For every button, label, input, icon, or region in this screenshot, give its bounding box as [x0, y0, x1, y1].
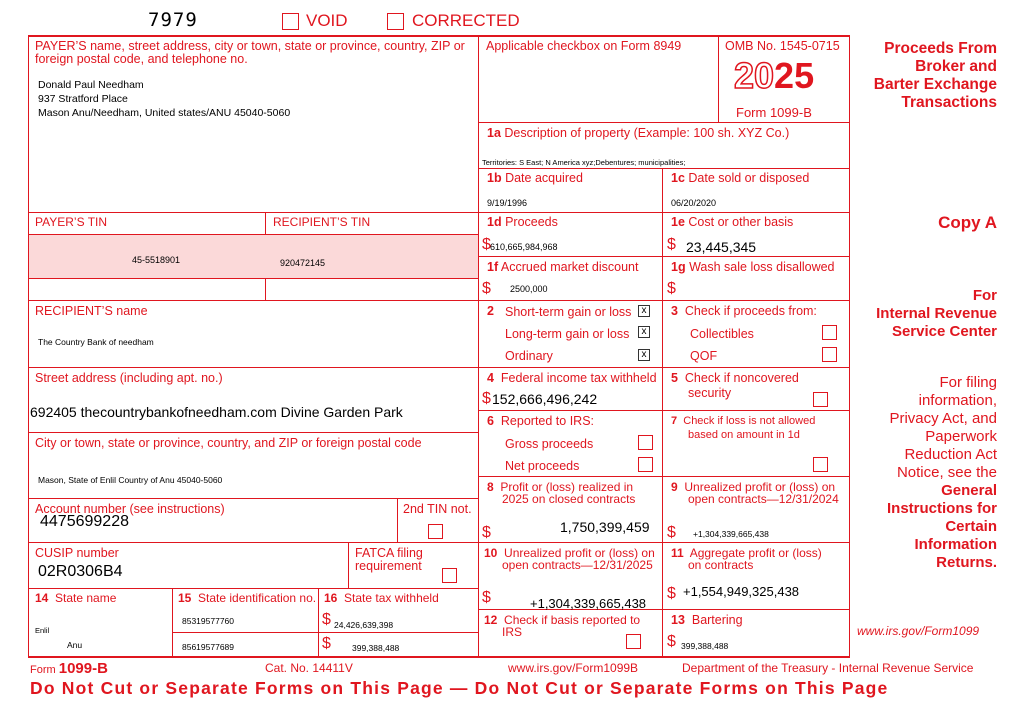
box-15-number: 15 [178, 591, 192, 605]
box-7-label [671, 415, 815, 428]
grid-line [28, 367, 850, 368]
box-10-text: Unrealized profit or (loss) on [504, 546, 655, 560]
box-8-label-2: 2025 on closed contracts [502, 492, 636, 506]
box-14-text: State name [55, 591, 117, 605]
box-9-dollar: $ [667, 524, 676, 541]
grid-line [478, 168, 850, 169]
recipient-name-label: RECIPIENT’S name [35, 304, 148, 318]
box-8-dollar: $ [482, 524, 491, 541]
box-1d-label [487, 216, 558, 229]
tin-highlight [29, 235, 478, 278]
recipient-tin-value[interactable]: 920472145 [280, 258, 326, 268]
box-13-number: 13 [671, 613, 685, 627]
payer-street: 937 Stratford Place [38, 93, 128, 105]
box-1b-text: Date acquired [505, 171, 583, 185]
box-11-text: Aggregate profit or (loss) [689, 546, 822, 560]
box-4-label [487, 372, 657, 385]
box-1d-dollar: $ [482, 236, 491, 253]
box-1a-text: Description of property (Example: 100 sh. XYZ Co.) [504, 126, 790, 140]
box-16-dollar-2: $ [322, 635, 331, 652]
grid-line [28, 542, 478, 543]
recipient-city-label: City or town, state or province, country, and ZIP or foreign postal code [35, 436, 422, 450]
box-7-label-2: based on amount in 1d [688, 429, 800, 441]
box-1a-label [487, 127, 789, 140]
side-filing-line: For filing [939, 374, 997, 391]
box-3-qof-label: QOF [690, 349, 718, 363]
grid-line [28, 278, 478, 279]
side-filing-line: Reduction Act [904, 446, 997, 463]
box-1c-value: 06/20/2020 [671, 198, 717, 208]
recipient-city-value[interactable]: Mason, State of Enlil Country of Anu 45040-5060 [38, 475, 223, 485]
recipient-name-value[interactable]: The Country Bank of needham [38, 337, 154, 347]
omb-number: OMB No. 1545-0715 [725, 39, 840, 53]
box-1e-label [671, 216, 793, 229]
account-value[interactable]: 4475699228 [40, 513, 129, 530]
footer-url[interactable]: www.irs.gov/Form1099B [508, 661, 639, 675]
box-1c-text: Date sold or disposed [688, 171, 810, 185]
box-5-label-2: security [688, 386, 732, 400]
box-2-ordinary-label: Ordinary [505, 349, 553, 363]
cusip-value[interactable]: 02R0306B4 [38, 563, 123, 580]
irs-form-link[interactable]: www.irs.gov/Form1099 [857, 624, 980, 638]
payer-city: Mason Anu/Needham, United states/ANU 45040-5060 [38, 107, 291, 119]
box-16-text: State tax withheld [344, 591, 439, 605]
grid-line [478, 35, 479, 657]
box-15-value-2[interactable]: 85619577689 [182, 642, 235, 652]
grid-line [478, 256, 850, 257]
corrected-label: CORRECTED [412, 11, 520, 30]
cusip-label: CUSIP number [35, 546, 119, 560]
grid-line [28, 35, 29, 657]
box-7-number: 7 [671, 415, 678, 427]
box-9-text: Unrealized profit or (loss) on [684, 480, 836, 494]
grid-line [172, 632, 478, 633]
footer-warning: Do Not Cut or Separate Forms on This Page — Do Not Cut or Separate Forms on This Page [30, 678, 889, 698]
box-1f-label [487, 261, 638, 274]
box-11-number: 11 [671, 546, 684, 560]
box-1b-number: 1b [487, 171, 502, 185]
box-8-value[interactable]: 1,750,399,459 [560, 519, 650, 535]
tax-year [734, 56, 814, 96]
grid-line [318, 588, 319, 657]
box-4-dollar: $ [482, 390, 491, 407]
grid-line [662, 168, 663, 657]
box-14-number: 14 [35, 591, 49, 605]
box-2-ordinary-checkbox[interactable]: x [638, 349, 650, 361]
payer-tin-label: PAYER’S TIN [35, 215, 108, 229]
box-9-label-2: open contracts—12/31/2024 [688, 492, 839, 506]
grid-line [28, 212, 850, 213]
side-filing-line: Instructions for [886, 500, 997, 517]
box-4-number: 4 [487, 371, 494, 385]
box-16-value-2[interactable]: 399,388,488 [352, 643, 400, 653]
box-14-label [35, 592, 116, 605]
box-3-label [671, 305, 817, 318]
box-1a-value: Territories: S East; N America xyz;Debentures; municipalities; [482, 158, 686, 167]
box-10-number: 10 [484, 546, 498, 560]
box-3-collectibles-label: Collectibles [690, 327, 754, 341]
box-7-text: Check if loss is not allowed [683, 415, 816, 427]
box-1f-text: Accrued market discount [500, 260, 639, 274]
form-title-line: Transactions [901, 94, 997, 111]
grid-line [28, 588, 478, 589]
side-filing-line: Privacy Act, and [889, 410, 997, 427]
box-1c-label [671, 172, 809, 185]
recipient-street-value[interactable]: 692405 thecountrybankofneedham.com Divine Garden Park [30, 404, 403, 420]
box-2-long-checkbox[interactable]: x [638, 326, 650, 338]
box-12-text: Check if basis reported to [504, 613, 641, 627]
footer-form-prefix: Form [30, 664, 56, 676]
box-2-short-checkbox[interactable]: x [638, 305, 650, 317]
box-1d-value[interactable]: 610,665,984,968 [490, 242, 558, 252]
form-title-line: Proceeds From [884, 40, 997, 57]
recipient-street-label: Street address (including apt. no.) [35, 371, 223, 385]
grid-line [348, 542, 349, 588]
box-4-text: Federal income tax withheld [500, 371, 657, 385]
box-1e-number: 1e [671, 215, 685, 229]
fatca-label-2: requirement [355, 559, 422, 573]
grid-line [28, 300, 850, 301]
box-13-text: Bartering [691, 613, 743, 627]
box-12-checkbox[interactable] [626, 634, 641, 649]
grid-line [478, 542, 850, 543]
fatca-label: FATCA filing [355, 546, 423, 560]
box-16-label [324, 592, 439, 605]
box-6-text: Reported to IRS: [500, 414, 595, 428]
grid-line [28, 498, 478, 499]
box-2-number: 2 [487, 304, 494, 318]
box-11-value[interactable]: +1,554,949,325,438 [683, 584, 800, 599]
box-14-value-1[interactable]: Enlil [35, 626, 50, 635]
grid-line [478, 122, 850, 123]
grid-line [28, 35, 850, 37]
footer-form-number: 1099-B [58, 660, 108, 677]
account-label: Account number (see instructions) [35, 502, 225, 516]
box-10-label-2: open contracts—12/31/2025 [502, 558, 653, 572]
tax-year-prefix: 20 [734, 55, 775, 96]
fatca-checkbox[interactable] [442, 568, 457, 583]
box-1a-number: 1a [487, 126, 501, 140]
side-filing-line: Returns. [936, 554, 997, 571]
omb-form-label: Form 1099-B [736, 105, 812, 120]
form-title-line: Barter Exchange [873, 76, 997, 93]
box-1f-number: 1f [487, 260, 499, 274]
form-title-line: Broker and [915, 58, 997, 75]
box-3-qof-checkbox[interactable] [822, 347, 837, 362]
box-1e-value[interactable]: 23,445,345 [686, 239, 757, 255]
box-13-dollar: $ [667, 633, 676, 650]
second-tin-label: 2nd TIN not. [403, 502, 472, 516]
box-16-number: 16 [324, 591, 338, 605]
box-5-label [671, 372, 799, 385]
box-3-collectibles-checkbox[interactable] [822, 325, 837, 340]
box-15-value-1[interactable]: 85319577760 [182, 616, 235, 626]
side-filing-info [852, 374, 997, 572]
grid-line [849, 35, 850, 657]
grid-line [28, 432, 478, 433]
box-3-text: Check if proceeds from: [684, 304, 817, 318]
box-1g-number: 1g [671, 260, 686, 274]
box-11-label-2: on contracts [688, 558, 754, 572]
side-for-irs [852, 287, 997, 341]
box-1c-number: 1c [671, 171, 685, 185]
grid-line [478, 476, 850, 477]
box-5-checkbox[interactable] [813, 392, 828, 407]
payer-name: Donald Paul Needham [38, 79, 144, 91]
box-1d-number: 1d [487, 215, 502, 229]
box-9-number: 9 [671, 480, 678, 494]
box-1e-dollar: $ [667, 236, 676, 253]
payer-tin-value[interactable]: 45-5518901 [132, 255, 181, 265]
box-1g-text: Wash sale loss disallowed [689, 260, 835, 274]
box-4-value[interactable]: 152,666,496,242 [492, 391, 598, 407]
box-6-net-checkbox[interactable] [638, 457, 653, 472]
side-filing-line: Certain [945, 518, 997, 535]
box-2-short-label: Short-term gain or loss [505, 305, 632, 319]
recipient-tin-label: RECIPIENT’S TIN [273, 215, 371, 229]
box-8949-label: Applicable checkbox on Form 8949 [486, 39, 682, 53]
footer-department: Department of the Treasury - Internal Revenue Service [682, 661, 974, 675]
box-3-number: 3 [671, 304, 678, 318]
grid-line [172, 588, 173, 657]
side-filing-line: Paperwork [925, 428, 997, 445]
box-6-gross-label: Gross proceeds [505, 437, 594, 451]
box-16-value-1[interactable]: 24,426,639,398 [334, 620, 394, 630]
box-14-value-2[interactable]: Anu [67, 640, 83, 650]
second-tin-checkbox[interactable] [428, 524, 443, 539]
box-16-dollar-1: $ [322, 611, 331, 628]
void-label: VOID [306, 11, 348, 30]
box-7-checkbox[interactable] [813, 457, 828, 472]
tax-year-suffix: 25 [774, 55, 815, 96]
side-for-line: For [972, 287, 997, 304]
box-8-text: Profit or (loss) realized in [500, 480, 634, 494]
box-10-value[interactable]: +1,304,339,665,438 [530, 596, 647, 611]
side-filing-line: Information [914, 536, 997, 553]
footer-cat-number: Cat. No. 14411V [265, 661, 353, 675]
side-for-line: Internal Revenue [876, 305, 997, 322]
grid-line [28, 656, 850, 658]
box-6-gross-checkbox[interactable] [638, 435, 653, 450]
box-13-value[interactable]: 399,388,488 [681, 641, 729, 651]
grid-line [478, 410, 850, 411]
copy-label: Copy A [938, 213, 997, 232]
footer-form-name [30, 660, 108, 677]
side-for-line: Service Center [891, 323, 997, 340]
corrected-checkbox[interactable] [387, 13, 404, 30]
box-1g-label [671, 261, 835, 274]
box-2-long-label: Long-term gain or loss [505, 327, 630, 341]
box-6-label [487, 415, 594, 428]
box-1b-label [487, 172, 583, 185]
side-filing-line: General [941, 482, 997, 499]
box-12-label-2: IRS [502, 625, 523, 639]
box-6-net-label: Net proceeds [505, 459, 580, 473]
box-1d-text: Proceeds [505, 215, 558, 229]
void-checkbox[interactable] [282, 13, 299, 30]
box-13-label [671, 614, 743, 627]
box-1e-text: Cost or other basis [688, 215, 794, 229]
grid-line [718, 35, 719, 123]
box-1f-dollar: $ [482, 280, 491, 297]
box-9-value[interactable]: +1,304,339,665,438 [693, 529, 769, 539]
box-1g-dollar: $ [667, 280, 676, 297]
box-11-dollar: $ [667, 585, 676, 602]
side-filing-line: Notice, see the [896, 464, 997, 481]
box-15-label [178, 592, 316, 605]
side-filing-line: information, [918, 392, 997, 409]
form-title [852, 40, 997, 112]
box-15-text: State identification no. [198, 591, 317, 605]
payer-label: PAYER’S name, street address, city or town, state or province, country, ZIP or foreign postal code, and telephone no. [35, 39, 465, 66]
box-1f-value[interactable]: 2500,000 [510, 284, 548, 294]
box-6-number: 6 [487, 414, 494, 428]
box-12-number: 12 [484, 613, 498, 627]
box-1b-value: 9/19/1996 [487, 198, 528, 208]
box-5-number: 5 [671, 371, 678, 385]
box-5-text: Check if noncovered [684, 371, 799, 385]
control-number: 7979 [148, 9, 198, 31]
box-10-dollar: $ [482, 589, 491, 606]
grid-line [397, 498, 398, 542]
box-8-number: 8 [487, 480, 494, 494]
